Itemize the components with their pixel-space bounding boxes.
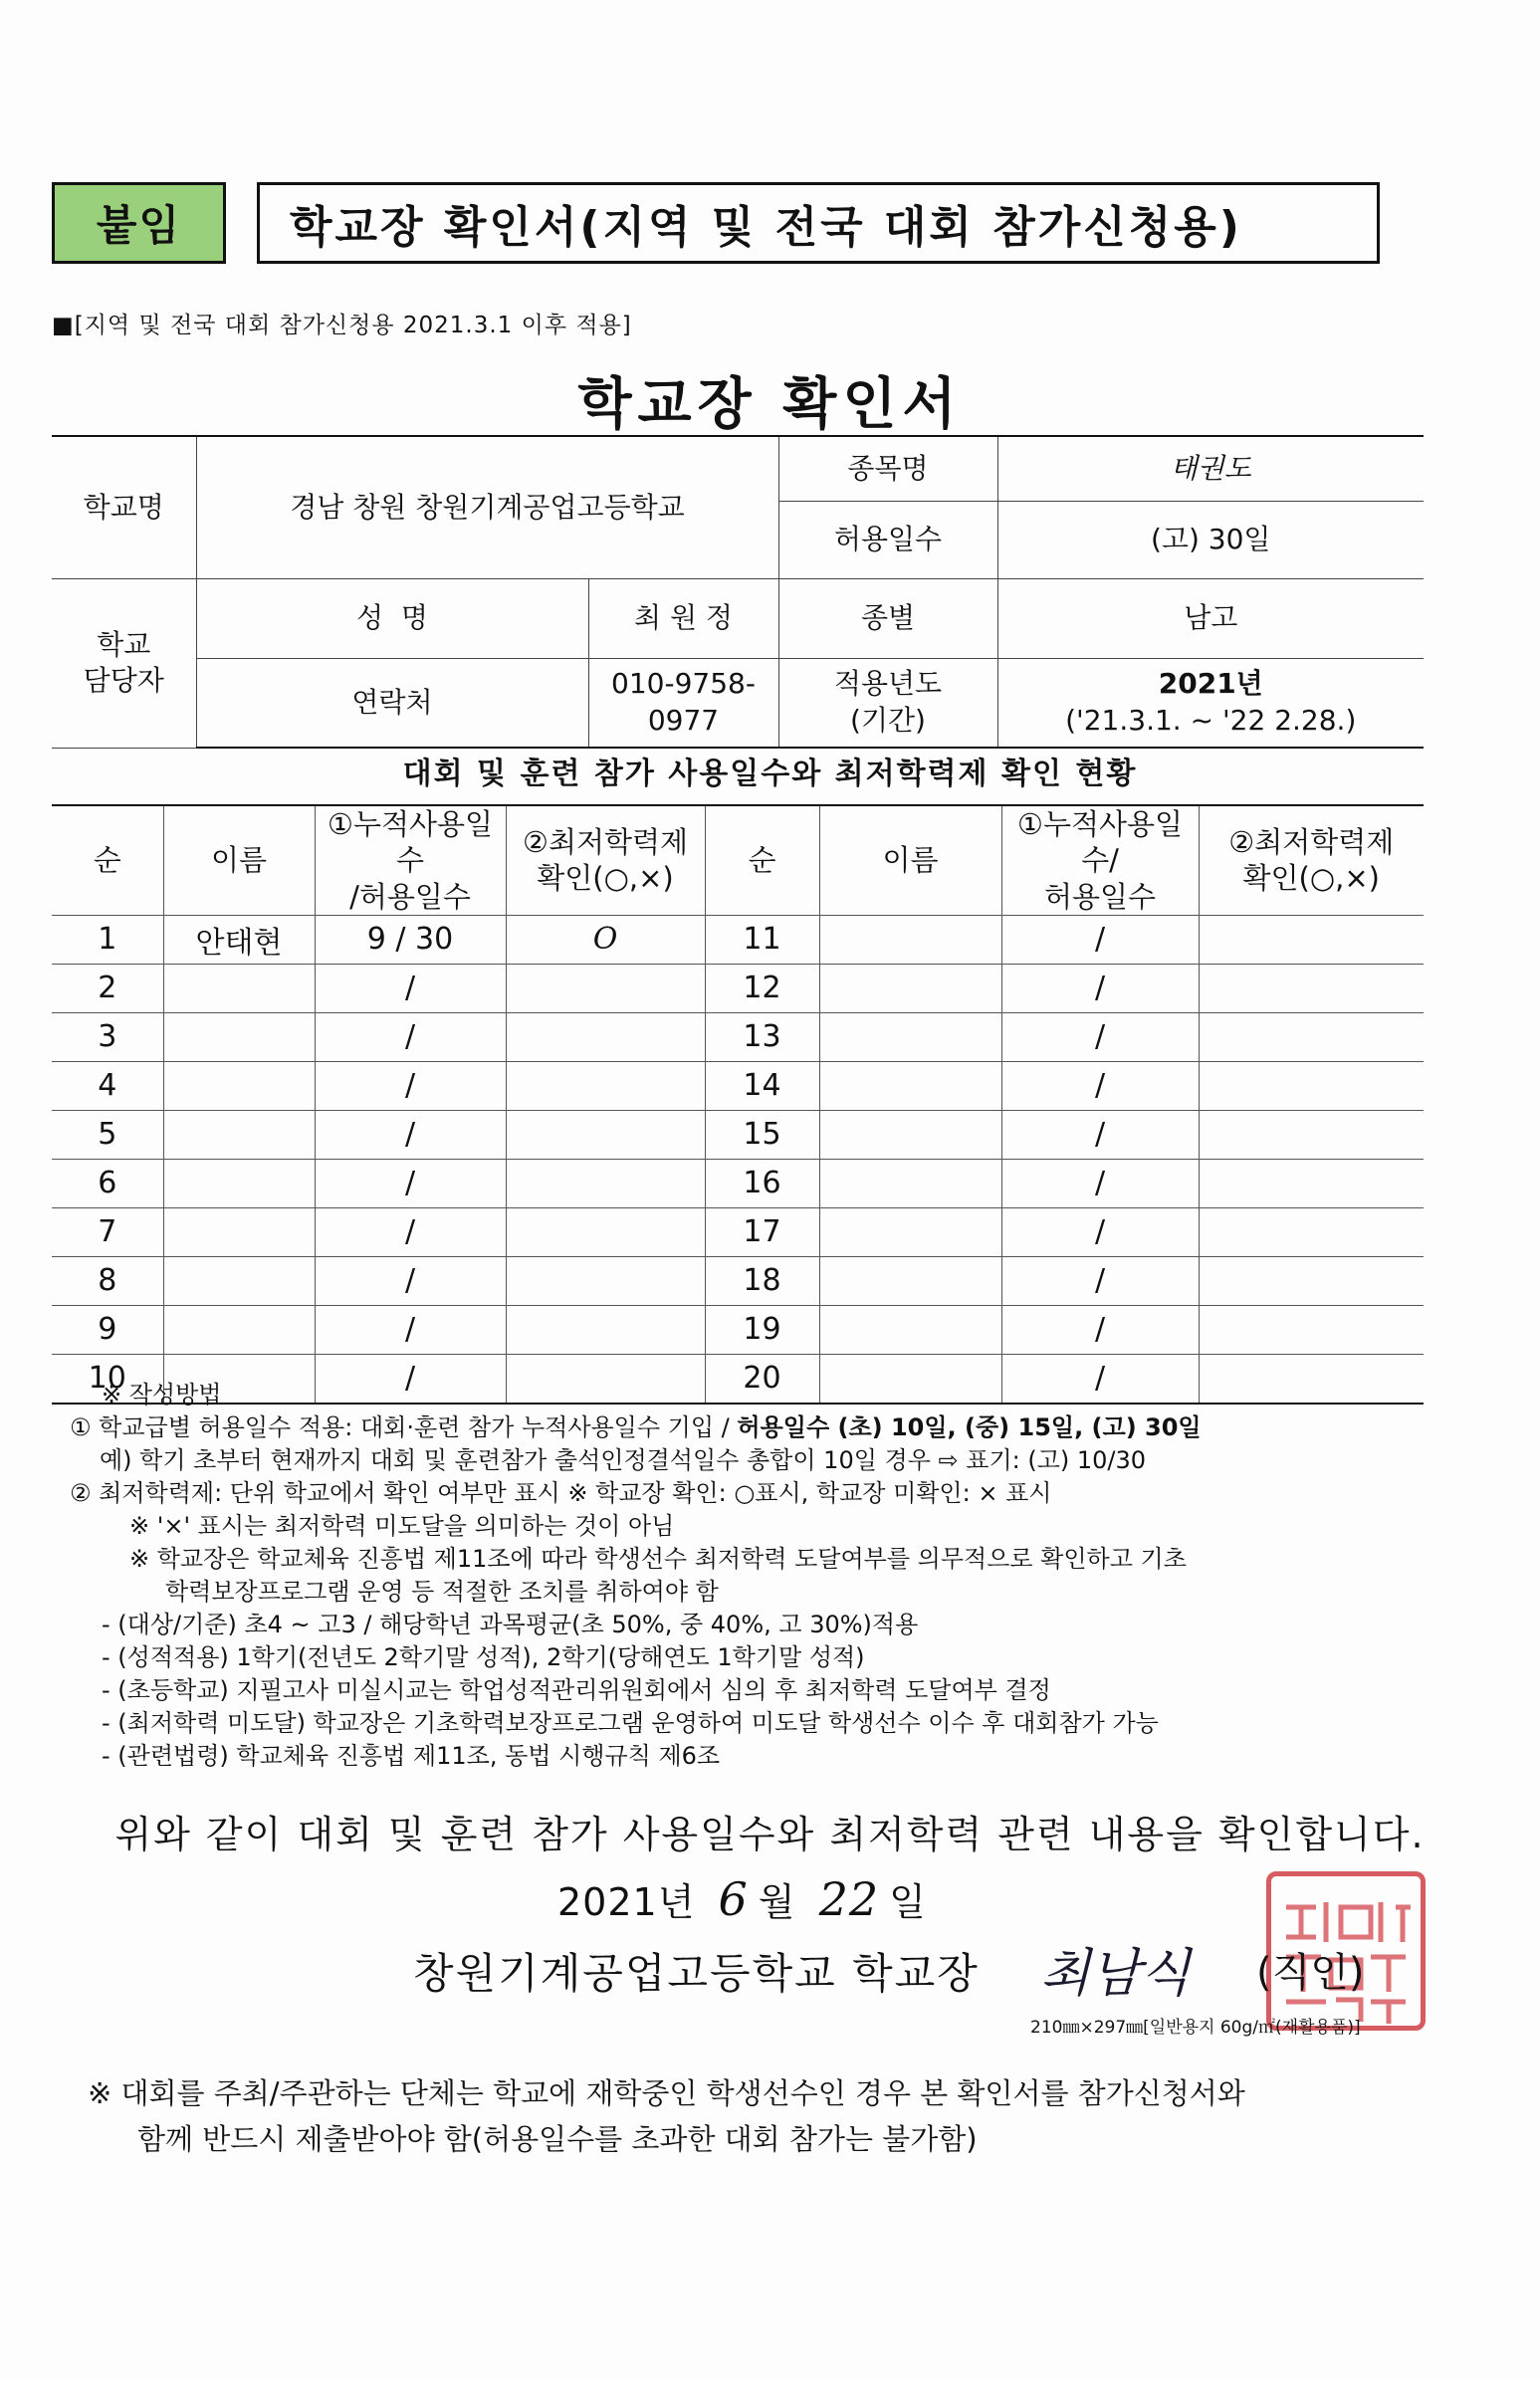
year-value-line2: ('21.3.1. ~ '22 2.28.) <box>1065 703 1357 737</box>
row-days-right: / <box>1001 1354 1199 1404</box>
writing-instructions <box>70 1379 1443 1773</box>
header-days-line2: /허용일수 <box>349 879 471 914</box>
row-days-right: / <box>1001 1012 1199 1061</box>
row-check-right <box>1199 1305 1424 1354</box>
row-days-right: / <box>1001 1256 1199 1305</box>
row-days-right: / <box>1001 1159 1199 1207</box>
note-1-text: ① 학교급별 허용일수 적용: 대회·훈련 참가 누적사용일수 기입 / <box>70 1413 738 1441</box>
principal-line: 창원기계공업고등학교 학교장 <box>413 1949 980 1998</box>
row-check <box>506 1256 705 1305</box>
footer-line-2: 함께 반드시 제출받아야 함(허용일수를 초과한 대회 참가는 불가함) <box>137 2122 978 2156</box>
header-no: 순 <box>52 805 163 915</box>
row-check <box>506 964 705 1012</box>
row-no-right: 20 <box>705 1354 819 1404</box>
table-row <box>52 964 1424 1012</box>
row-check-right <box>1199 1159 1424 1207</box>
header-days-right-line2: 허용일수 <box>1043 879 1157 914</box>
row-days-right: / <box>1001 1207 1199 1256</box>
row-days-right: / <box>1001 1110 1199 1159</box>
principal-signature: 최남식 <box>1040 1944 1191 2004</box>
detail-laws: - (관련법령) 학교체육 진흥법 제11조, 동법 시행규칙 제6조 <box>102 1742 721 1770</box>
row-no: 5 <box>52 1110 163 1159</box>
row-name-right <box>819 915 1001 964</box>
header-check-right-line2: 확인(○,×) <box>1242 861 1380 896</box>
row-check <box>506 1110 705 1159</box>
row-name-right <box>819 1305 1001 1354</box>
row-check <box>506 1207 705 1256</box>
detail-below-standard: - (최저학력 미도달) 학교장은 기초학력보장프로그램 운영하여 미도달 학생선수 이수 후 대회참가 가능 <box>102 1709 1159 1737</box>
row-days: 9 / 30 <box>315 915 506 964</box>
row-check-right <box>1199 1256 1424 1305</box>
row-check-right <box>1199 964 1424 1012</box>
row-no-right: 18 <box>705 1256 819 1305</box>
header-name-right: 이름 <box>819 805 1001 915</box>
row-no: 10 <box>52 1354 163 1404</box>
year-value-line1: 2021년 <box>1158 667 1263 701</box>
document-heading: 학교장 확인서(지역 및 전국 대회 참가신청용) <box>257 182 1380 264</box>
header-days <box>315 805 506 915</box>
staff-label-line2: 담당자 <box>83 664 164 697</box>
header-days-right-line1: ①누적사용일수/ <box>1016 807 1184 878</box>
row-no-right: 11 <box>705 915 819 964</box>
row-days: / <box>315 1061 506 1110</box>
row-check <box>506 1061 705 1110</box>
note-principal-duty-cont: 학력보장프로그램 운영 등 적절한 조치를 취하여야 함 <box>165 1578 719 1606</box>
form-title: 학교장 확인서 <box>577 372 963 437</box>
row-no: 7 <box>52 1207 163 1256</box>
detail-grades: - (성적적용) 1학기(전년도 2학기말 성적), 2학기(당해연도 1학기말 성적) <box>102 1643 865 1671</box>
note-example: 예) 학기 초부터 현재까지 대회 및 훈련참가 출석인정결석일수 총합이 10일 경우 ⇨ 표기: (고) 10/30 <box>100 1446 1147 1474</box>
row-name-right <box>819 1012 1001 1061</box>
row-days: / <box>315 964 506 1012</box>
year-label-line2: (기간) <box>850 703 926 737</box>
row-name <box>163 1110 315 1159</box>
staff-label-line1: 학교 <box>97 627 151 661</box>
note-allowed-days <box>70 1411 1443 1444</box>
row-no-right: 16 <box>705 1159 819 1207</box>
school-info-table <box>52 435 1424 749</box>
row-days: / <box>315 1305 506 1354</box>
confirmation-statement: 위와 같이 대회 및 훈련 참가 사용일수와 최저학력 관련 내용을 확인합니다. <box>114 1813 1426 1856</box>
paper-spec: 210㎜×297㎜[일반용지 60g/㎡(재활용품)] <box>1030 2018 1361 2038</box>
row-check-right <box>1199 915 1424 964</box>
header-no-right: 순 <box>705 805 819 915</box>
table-row <box>52 1061 1424 1110</box>
row-check <box>506 1305 705 1354</box>
row-name <box>163 1061 315 1110</box>
row-no: 3 <box>52 1012 163 1061</box>
staff-label <box>52 578 196 748</box>
year-label <box>778 658 997 748</box>
status-table <box>52 804 1424 1405</box>
row-name <box>163 964 315 1012</box>
date-day-handwritten: 22 <box>818 1872 880 1926</box>
row-days: / <box>315 1354 506 1404</box>
attachment-badge: 붙임 <box>52 182 226 264</box>
contact-value: 010-9758-0977 <box>588 658 778 748</box>
date-year: 2021년 <box>557 1880 696 1924</box>
row-no-right: 13 <box>705 1012 819 1061</box>
row-days: / <box>315 1256 506 1305</box>
school-value: 경남 창원 창원기계공업고등학교 <box>196 436 778 578</box>
applicability-note: ■[지역 및 전국 대회 참가신청용 2021.3.1 이후 적용] <box>52 313 632 338</box>
status-title: 대회 및 훈련 참가 사용일수와 최저학력제 확인 현황 <box>402 757 1138 791</box>
row-name-right <box>819 1061 1001 1110</box>
header-days-line1: ①누적사용일수 <box>327 807 494 878</box>
row-name <box>163 1012 315 1061</box>
row-name <box>163 1305 315 1354</box>
row-no: 2 <box>52 964 163 1012</box>
row-name: 안태현 <box>163 915 315 964</box>
row-name <box>163 1256 315 1305</box>
row-name-right <box>819 964 1001 1012</box>
event-label: 종목명 <box>778 436 997 501</box>
row-name-right <box>819 1159 1001 1207</box>
footer-line-1: ※ 대회를 주최/주관하는 단체는 학교에 재학중인 학생선수인 경우 본 확인서를 참가신청서와 <box>88 2076 1245 2110</box>
row-no: 8 <box>52 1256 163 1305</box>
note-min-academic: ② 최저학력제: 단위 학교에서 확인 여부만 표시 ※ 학교장 확인: ○표시, 학교장 미확인: × 표시 <box>70 1479 1052 1507</box>
row-check-right <box>1199 1012 1424 1061</box>
row-name <box>163 1207 315 1256</box>
header-check-right <box>1199 805 1424 915</box>
footer-note <box>88 2070 1245 2162</box>
row-check-right <box>1199 1061 1424 1110</box>
header-name: 이름 <box>163 805 315 915</box>
row-no: 9 <box>52 1305 163 1354</box>
table-row <box>52 1159 1424 1207</box>
table-row <box>52 1305 1424 1354</box>
table-row <box>52 1207 1424 1256</box>
row-name <box>163 1159 315 1207</box>
note-principal-duty: ※ 학교장은 학교체육 진흥법 제11조에 따라 학생선수 최저학력 도달여부를 의무적으로 확인하고 기초 <box>129 1545 1187 1573</box>
confirmation-date <box>557 1871 927 1926</box>
row-days-right: / <box>1001 1061 1199 1110</box>
row-no: 1 <box>52 915 163 964</box>
seal-label: (직인) <box>1256 1950 1365 1996</box>
notes-heading: ※ 작성방법 <box>102 1381 222 1408</box>
table-row <box>52 1256 1424 1305</box>
category-value: 남고 <box>997 578 1424 658</box>
name-value: 최 원 정 <box>588 578 778 658</box>
year-label-line1: 적용년도 <box>833 667 943 701</box>
table-row <box>52 1110 1424 1159</box>
row-check <box>506 1159 705 1207</box>
row-no-right: 17 <box>705 1207 819 1256</box>
header-check <box>506 805 705 915</box>
row-days: / <box>315 1110 506 1159</box>
row-check <box>506 1012 705 1061</box>
note-1-bold: 허용일수 (초) 10일, (중) 15일, (고) 30일 <box>737 1413 1202 1441</box>
header-check-right-line1: ②최저학력제 <box>1228 825 1395 860</box>
date-day-unit: 일 <box>889 1880 927 1924</box>
date-month-handwritten: 6 <box>718 1872 749 1926</box>
row-days: / <box>315 1207 506 1256</box>
header-check-line1: ②최저학력제 <box>522 825 689 860</box>
row-check: O <box>506 915 705 964</box>
row-no-right: 19 <box>705 1305 819 1354</box>
row-days: / <box>315 1159 506 1207</box>
detail-target: - (대상/기준) 초4 ~ 고3 / 해당학년 과목평균(초 50%, 중 40%, 고 30%)적용 <box>102 1611 919 1638</box>
header-days-right <box>1001 805 1199 915</box>
detail-elementary: - (초등학교) 지필고사 미실시교는 학업성적관리위원회에서 심의 후 최저학력 도달여부 결정 <box>102 1676 1051 1704</box>
row-days-right: / <box>1001 915 1199 964</box>
school-label: 학교명 <box>52 436 196 578</box>
row-no-right: 15 <box>705 1110 819 1159</box>
date-month-unit: 월 <box>758 1880 796 1924</box>
row-name-right <box>819 1110 1001 1159</box>
event-value: 태권도 <box>997 436 1424 501</box>
category-label: 종별 <box>778 578 997 658</box>
contact-label: 연락처 <box>196 658 588 748</box>
row-days: / <box>315 1012 506 1061</box>
header-check-line2: 확인(○,×) <box>537 861 674 896</box>
row-name-right <box>819 1256 1001 1305</box>
year-value <box>997 658 1424 748</box>
row-no: 4 <box>52 1061 163 1110</box>
row-no: 6 <box>52 1159 163 1207</box>
row-days-right: / <box>1001 1305 1199 1354</box>
allowed-days-value: (고) 30일 <box>997 501 1424 578</box>
row-days-right: / <box>1001 964 1199 1012</box>
row-no-right: 12 <box>705 964 819 1012</box>
row-no-right: 14 <box>705 1061 819 1110</box>
name-label: 성 명 <box>196 578 588 658</box>
table-row <box>52 915 1424 964</box>
row-check-right <box>1199 1110 1424 1159</box>
note-x-meaning: ※ '×' 표시는 최저학력 미도달을 의미하는 것이 아님 <box>129 1512 675 1540</box>
row-name-right <box>819 1207 1001 1256</box>
allowed-days-label: 허용일수 <box>778 501 997 578</box>
row-check-right <box>1199 1207 1424 1256</box>
table-row <box>52 1012 1424 1061</box>
